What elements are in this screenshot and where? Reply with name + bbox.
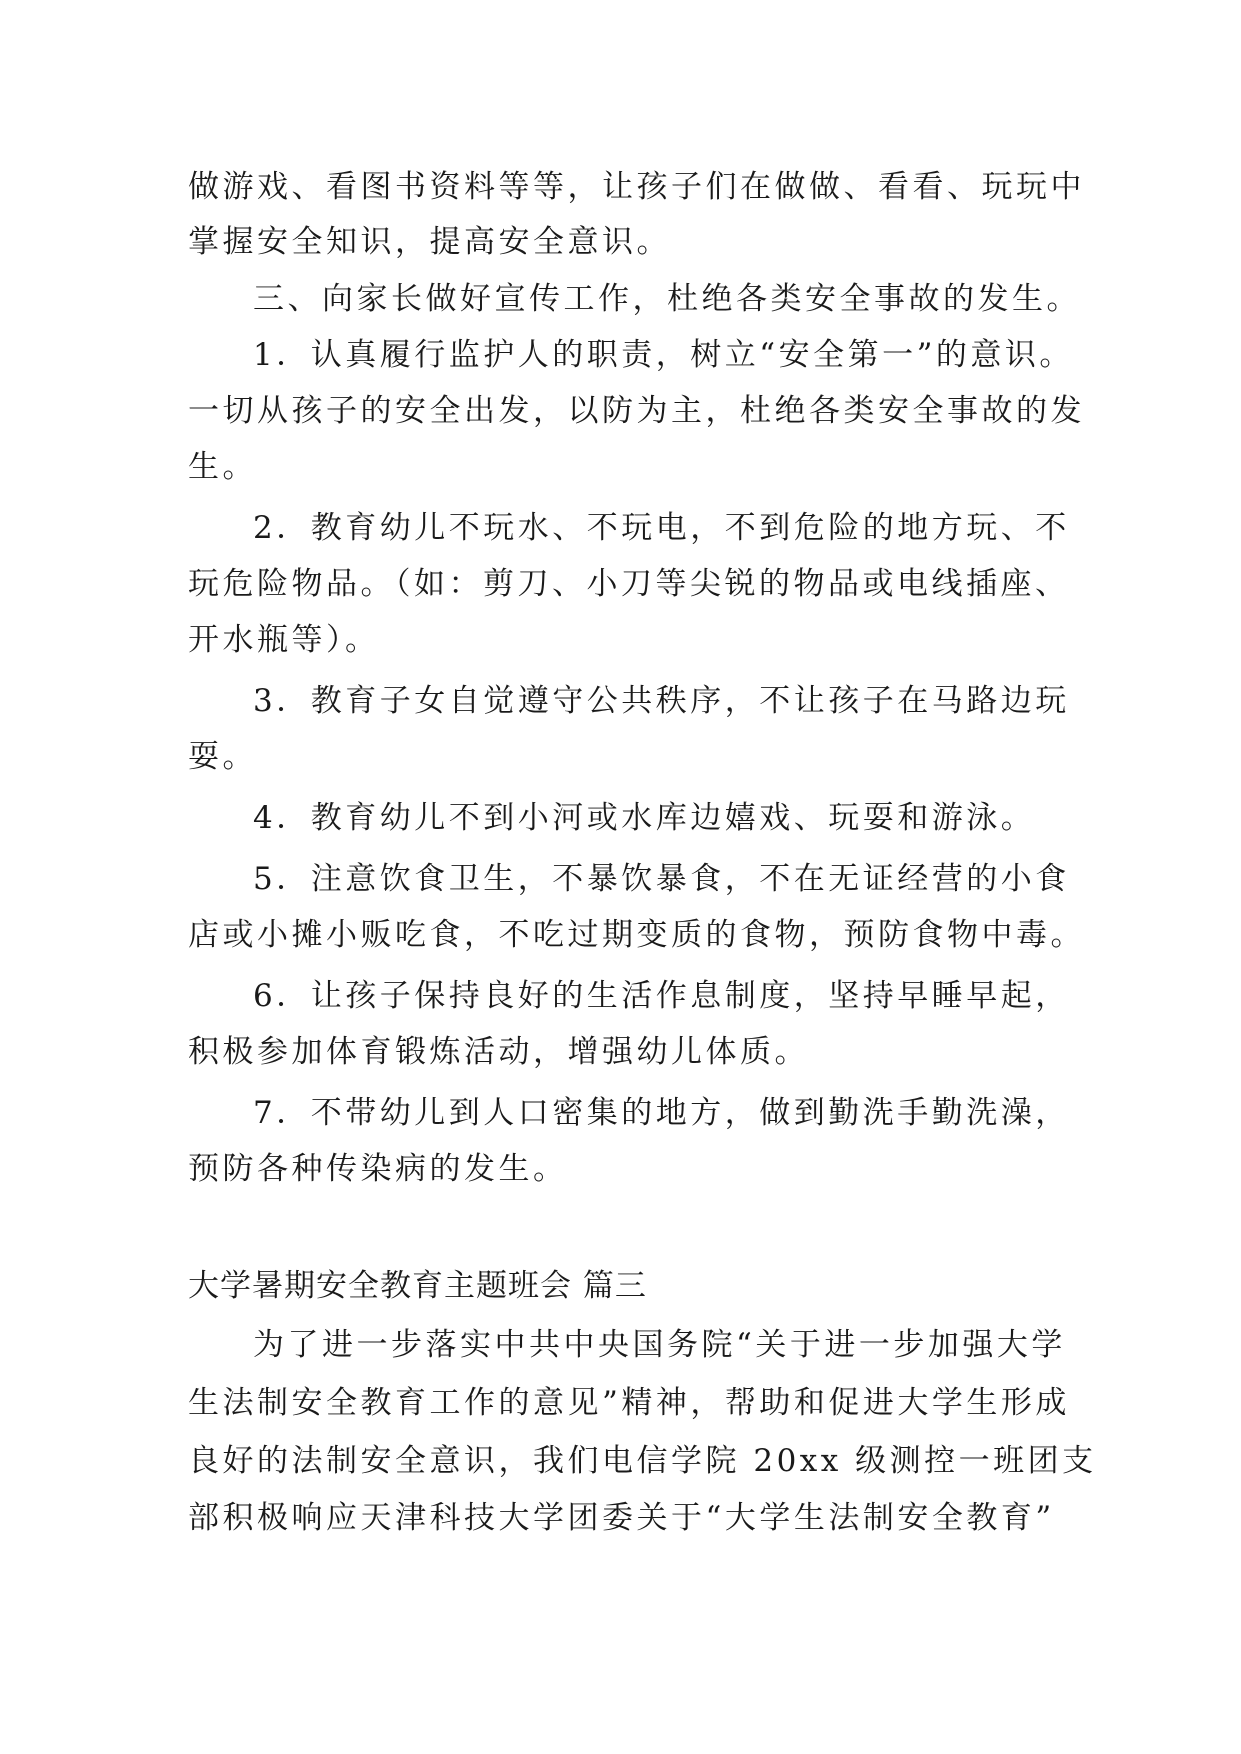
article-title: 大学暑期安全教育主题班会 篇三 <box>188 1268 647 1304</box>
body-text-line: 玩危险物品。（如：剪刀、小刀等尖锐的物品或电线插座、 <box>188 566 1070 602</box>
list-item-line: 5．注意饮食卫生，不暴饮暴食，不在无证经营的小食 <box>253 861 1070 897</box>
body-text-line: 开水瓶等）。 <box>188 622 380 658</box>
list-item-line: 4．教育幼儿不到小河或水库边嬉戏、玩耍和游泳。 <box>253 800 1036 836</box>
body-text-line: 部积极响应天津科技大学团委关于“大学生法制安全教育” <box>188 1500 1055 1536</box>
list-item-line: 3．教育子女自觉遵守公共秩序，不让孩子在马路边玩 <box>253 683 1070 719</box>
body-text-line: 良好的法制安全意识，我们电信学院 20xx 级测控一班团支 <box>188 1443 1097 1479</box>
body-text-line: 积极参加体育锻炼活动，增强幼儿体质。 <box>188 1034 809 1070</box>
section-heading-line: 三、向家长做好宣传工作，杜绝各类安全事故的发生。 <box>253 281 1081 317</box>
body-text-line: 做游戏、看图书资料等等，让孩子们在做做、看看、玩玩中 <box>188 169 1085 205</box>
list-item-line: 1．认真履行监护人的职责，树立“安全第一”的意识。 <box>253 337 1074 373</box>
body-text-line: 生法制安全教育工作的意见”精神，帮助和促进大学生形成 <box>188 1385 1070 1421</box>
body-text-line: 预防各种传染病的发生。 <box>188 1151 568 1187</box>
list-item-line: 2．教育幼儿不玩水、不玩电，不到危险的地方玩、不 <box>253 510 1070 546</box>
body-text-line: 为了进一步落实中共中央国务院“关于进一步加强大学 <box>253 1327 1066 1363</box>
body-text-line: 店或小摊小贩吃食，不吃过期变质的食物，预防食物中毒。 <box>188 917 1085 953</box>
body-text-line: 一切从孩子的安全出发，以防为主，杜绝各类安全事故的发 <box>188 393 1085 429</box>
body-text-line: 耍。 <box>188 739 257 775</box>
body-text-line: 生。 <box>188 449 257 485</box>
list-item-line: 6．让孩子保持良好的生活作息制度，坚持早睡早起， <box>253 978 1070 1014</box>
body-text-line: 掌握安全知识，提高安全意识。 <box>188 224 671 260</box>
list-item-line: 7．不带幼儿到人口密集的地方，做到勤洗手勤洗澡， <box>253 1095 1070 1131</box>
